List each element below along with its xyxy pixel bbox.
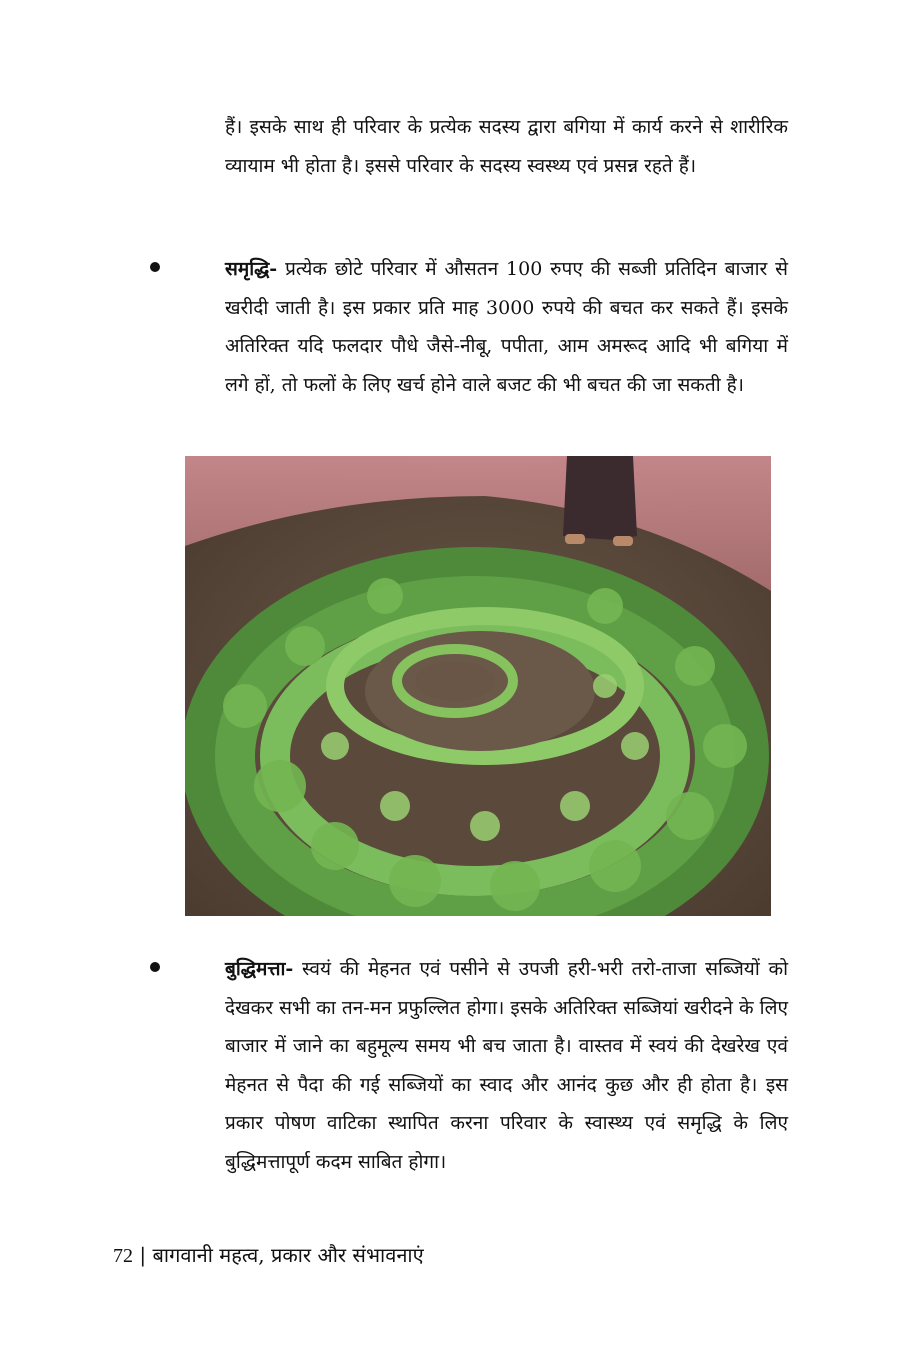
footer-separator: | — [139, 1243, 147, 1267]
bullet-dot — [150, 962, 160, 972]
bullet-text: स्वयं की मेहनत एवं पसीने से उपजी हरी-भरी तरो-ताजा सब्जियों को देखकर सभी का तन-मन प्रफुल्लित होगा। इसके अतिरिक्त सब्जियां खरीदने के लिए बाजार में जाने का बहुमूल्य समय भी बच जाता है। वास्तव में स्वयं की देखरेख एवं मेहनत से पैदा की गई सब्जियों का स्वाद और आनंद कुछ और ही होता है। इस प्रकार पोषण वाटिका स्थापित करना परिवार के स्वास्थ्य एवं समृद्धि के लिए बुद्धिमत्तापूर्ण कदम साबित होगा। — [225, 958, 788, 1173]
bullet-paragraph-samriddhi — [225, 250, 788, 404]
bullet-text: प्रत्येक छोटे परिवार में औसतन 100 रुपए की सब्जी प्रतिदिन बाजार से खरीदी जाती है। इस प्रकार प्रति माह 3000 रुपये की बचत कर सकते हैं। इसके अतिरिक्त यदि फलदार पौधे जैसे-नीबू, पपीता, आम अमरूद आदि भी बगिया में लगे हों, तो फलों के लिए खर्च होने वाले बजट की भी बचत की जा सकती है। — [225, 258, 788, 396]
page-number: 72 — [113, 1245, 133, 1267]
bullet-dot — [150, 262, 160, 272]
bullet-paragraph-buddhimatta — [225, 950, 788, 1181]
page-footer — [113, 1240, 424, 1271]
intro-paragraph: हैं। इसके साथ ही परिवार के प्रत्येक सदस्य द्वारा बगिया में कार्य करने से शारीरिक व्यायाम भी होता है। इससे परिवार के सदस्य स्वस्थ्य एवं प्रसन्न रहते हैं। — [225, 116, 788, 177]
garden-photo — [185, 456, 771, 916]
bullet-heading: बुद्धिमत्ता- — [225, 958, 294, 980]
book-title: बागवानी महत्व, प्रकार और संभावनाएं — [152, 1243, 424, 1267]
bullet-heading: समृद्धि- — [225, 258, 278, 280]
